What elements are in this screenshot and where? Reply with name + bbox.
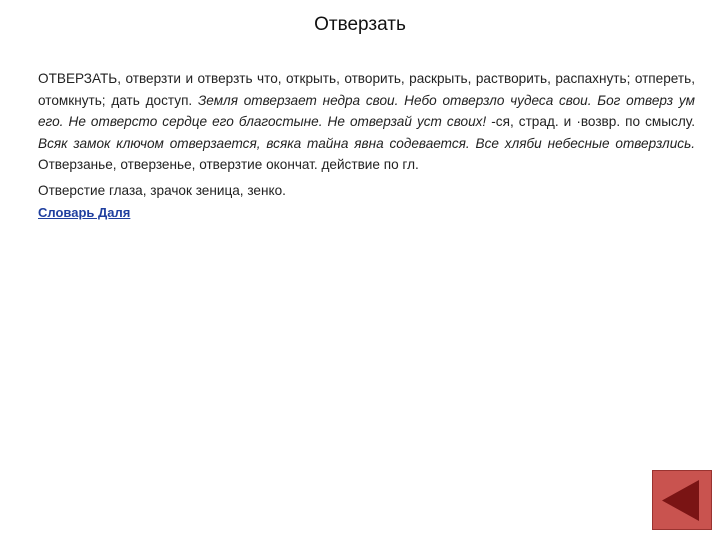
entry-paragraph xyxy=(38,68,695,176)
entry-definition: ОТВЕРЗАТЬ, отверзти и отверзть что, открыть, отворить, раскрыть, растворить, распахнуть; отпереть, отомкнуть; дать доступ. xyxy=(38,71,695,108)
entry-derivatives: Отверзанье, отверзенье, отверзтие окончат. действие по гл. xyxy=(38,157,419,172)
page-title: Отверзать xyxy=(314,14,406,35)
back-triangle-icon xyxy=(653,471,711,529)
entry-examples: Земля отверзает недра свои. Небо отверзло чудеса свои. Бог отверз ум его. Не отверсто сердце его благостыне. Не отверзай уст своих! xyxy=(38,92,695,129)
entry-grammar-note: -ся, страд. и ·возвр. по смыслу. xyxy=(486,114,695,129)
back-button[interactable] xyxy=(652,470,712,530)
entry-second-paragraph: Отверстие глаза, зрачок зеница, зенко. xyxy=(38,182,286,198)
source-link[interactable]: Словарь Даля xyxy=(38,205,131,220)
dictionary-entry xyxy=(38,68,695,201)
entry-proverbs: Всяк замок ключом отверзается, всяка тайна явна содевается. Все хляби небесные отверзлись. xyxy=(38,135,695,151)
